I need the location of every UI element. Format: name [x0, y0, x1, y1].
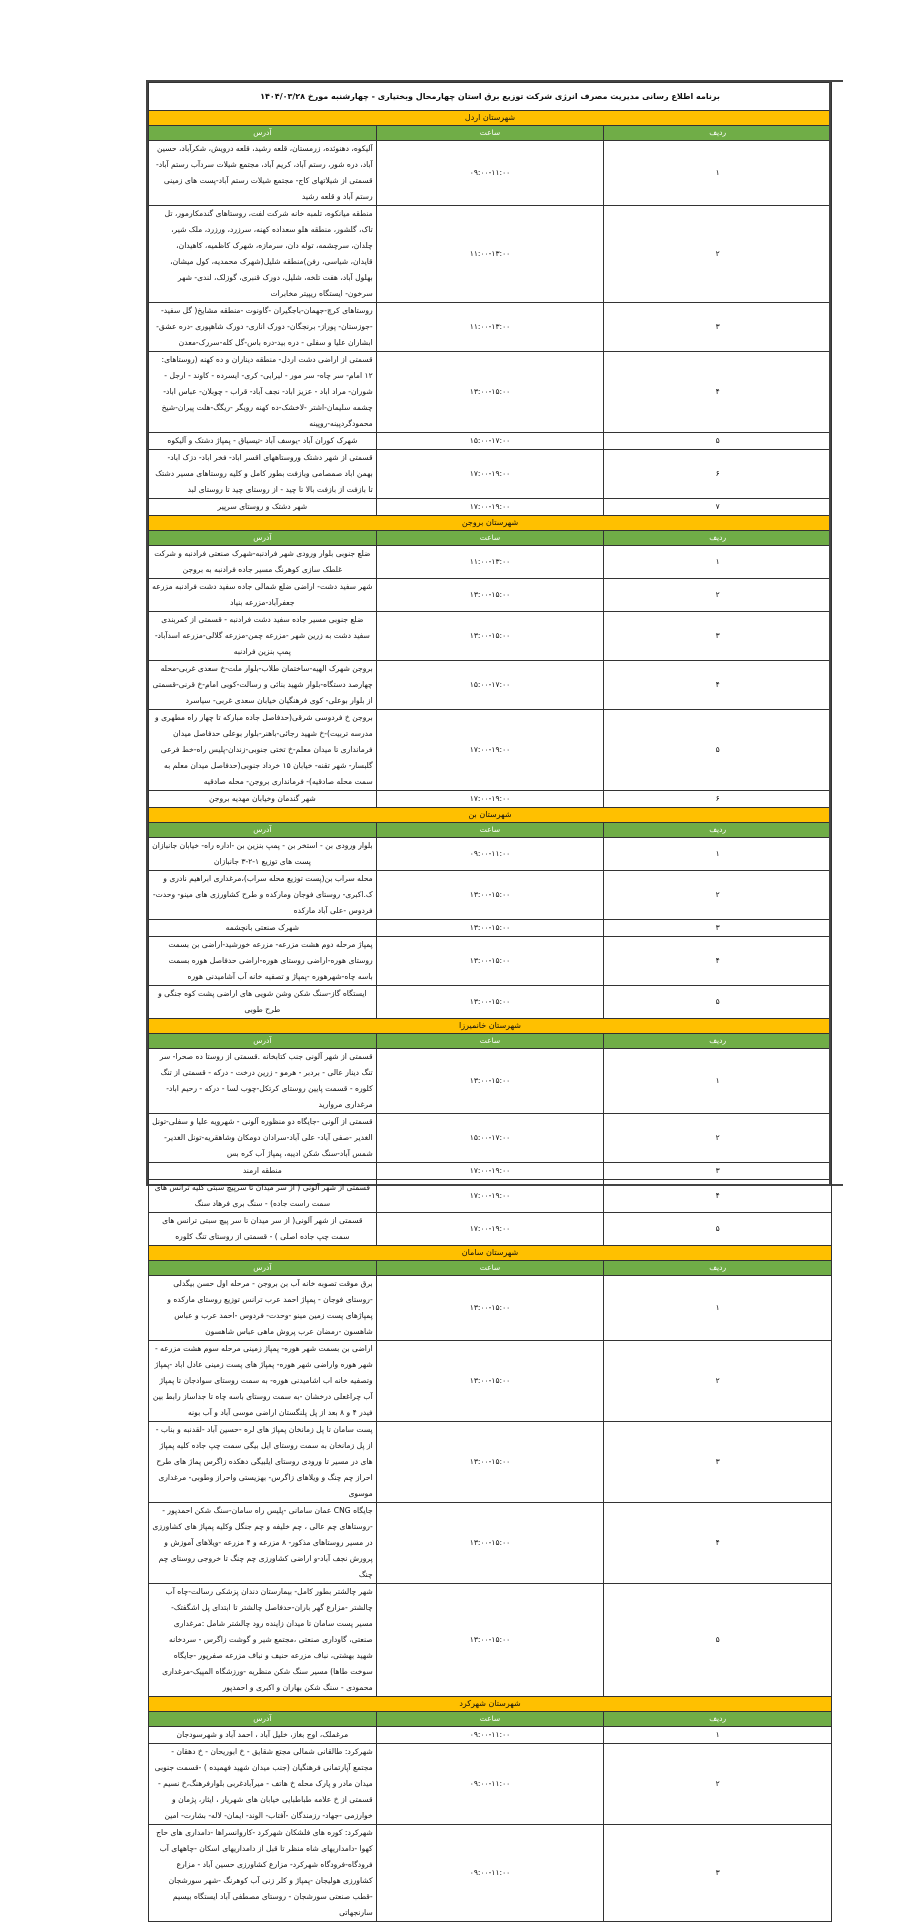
row-number: ۲: [604, 1341, 832, 1422]
table-row: [149, 1049, 832, 1114]
row-number: ۱: [604, 1049, 832, 1114]
column-header-time: ساعت: [376, 126, 604, 141]
row-number: ۵: [604, 1584, 832, 1697]
county-name: شهرستان بروجن: [149, 516, 832, 531]
row-number: ۲: [604, 1744, 832, 1825]
row-time: ۰۹:۰۰-۱۱:۰۰: [376, 1825, 604, 1922]
row-number: ۳: [604, 303, 832, 352]
row-time: ۱۷:۰۰-۱۹:۰۰: [376, 499, 604, 516]
column-header-address: آدرس: [149, 1712, 377, 1727]
column-header-time: ساعت: [376, 823, 604, 838]
row-address: مرغملک، اوج بغاز، خلیل آباد ، احمد آباد و شهرسودجان: [149, 1727, 377, 1744]
table-row: [149, 1825, 832, 1922]
table-row: [149, 937, 832, 986]
row-time: ۱۳:۰۰-۱۵:۰۰: [376, 1584, 604, 1697]
county-header-row: [149, 1246, 832, 1261]
row-address: بروجن شهرک الهیه-ساختمان طلاب-بلوار ملت-خ سعدی غربی-محله چهارصد دستگاه-بلوار شهید بنائی و رسالت-کوبی امام-خ قرنی-قسمتی از بلوار بوعلی- کوی فرهنگیان خیابان سعدی غربی- سیاسرد: [149, 661, 377, 710]
row-address: ایستگاه گاز-سنگ شکن وشن شویی های اراضی پشت کوه جنگی و طرح طوبی: [149, 986, 377, 1019]
table-row: [149, 1114, 832, 1163]
column-header-num: ردیف: [604, 126, 832, 141]
row-address: بروجن خ فردوسی شرقی(حدفاصل جاده مبارکه تا چهار راه مطهری و مدرسه تربیت)-خ شهید رجائی-باهنر-بلوار بوعلی حدفاصل میدان فرمانداری تا میدان معلم-خ تختی جنوبی-زندان-پلیس راه-خط فرعی گلبسار- شهر تقنه- خیابان ۱۵ خرداد جنوبی(حدفاصل میدان معلم به سمت محله صادقیه)- فرمانداری بروجن- محله صادقیه: [149, 710, 377, 791]
row-time: ۱۳:۰۰-۱۵:۰۰: [376, 579, 604, 612]
column-header-num: ردیف: [604, 531, 832, 546]
row-time: ۱۳:۰۰-۱۵:۰۰: [376, 352, 604, 433]
row-number: ۶: [604, 450, 832, 499]
column-header-address: آدرس: [149, 531, 377, 546]
row-address: اراضی بن بسمت شهر هوره- پمپاژ زمینی مرحله سوم هشت مزرعه - شهر هوره واراضی شهر هوره- پمپاژ های پست زمینی عادل اباد -پمپاژ وتصفیه خانه اب اشامیدنی هوره- به سمت روستای سوادجان تا پمپاژ آب چراغعلی درخشان -به سمت روستای باسه چاه تا جداساز رابط بین فیدر ۴ و ۸ بعد از پل پلنگستان اراضی موسی آباد و آب بونه: [149, 1341, 377, 1422]
table-row: [149, 1584, 832, 1697]
county-header-row: [149, 516, 832, 531]
row-address: بلوار ورودی بن - استخر بن - پمپ بنزین بن -اداره راه- خیابان جانبازان پست های توزیع ۱-۲-۳ جانبازان: [149, 838, 377, 871]
column-header-time: ساعت: [376, 531, 604, 546]
row-time: ۱۷:۰۰-۱۹:۰۰: [376, 1213, 604, 1246]
row-address: شهرکرد: کوره های فلشکان شهرکرد -کاروانسراها -دامداری های حاج کهوا -دامداریهای شاه منظر تا قبل از دامداریهای اسکان -چاههای آب فرودگاه-فرودگاه شهرکرد- مزارع کشاورزی حسین آباد - مزارع کشاورزی هولیجان -پمپاژ و کلر زنی آب کوهرنگ -شهر سورشجان -قطب صنعتی سورشجان - روستای مصطفی آباد ایستگاه بیسیم سارنجهاتی: [149, 1825, 377, 1922]
document-title: برنامه اطلاع رسانی مدیریت مصرف انرژی شرکت توزیع برق استان چهارمحال وبختیاری - چهارشنبه مورخ ۱۴۰۴/۰۳/۲۸: [149, 83, 832, 111]
row-time: ۱۷:۰۰-۱۹:۰۰: [376, 1180, 604, 1213]
column-header-row: [149, 1712, 832, 1727]
row-address: شهر دشتک و روستای سرپیر: [149, 499, 377, 516]
table-row: [149, 871, 832, 920]
table-row: [149, 450, 832, 499]
column-header-row: [149, 1261, 832, 1276]
column-header-time: ساعت: [376, 1712, 604, 1727]
county-header-row: [149, 808, 832, 823]
table-row: [149, 1727, 832, 1744]
table-row: [149, 791, 832, 808]
row-time: ۱۱:۰۰-۱۳:۰۰: [376, 206, 604, 303]
row-address: قسمتی از شهر آلونی ( از سر میدان تا سرپیچ سبتی کلیه ترانس های سمت راست جاده) - سنگ بری فرهاد سنگ: [149, 1180, 377, 1213]
row-number: ۱: [604, 546, 832, 579]
row-address: منطقه میانکوه، تلمبه خانه شرکت لفت، روستاهای گندمکارمور، تل تاک، گلشور، منطقه هلو سعداده کهنه، سرزرد، ورزرد، ملک شیر، چلدان، سرچشمه، توله دان، سرمازه، شهرک کاظمیه، کاهیدان، قایدان، شیاسی، رفن)منطقه شلیل(شهرک محمدیه، کول میشان، بهلول آباد، هفت تلخه، شلیل، دورک قنبری، گوزلک، لندی- شهر سرخون- ایستگاه ریپیتر مخابرات: [149, 206, 377, 303]
row-number: ۴: [604, 1180, 832, 1213]
county-name: شهرستان خانمیرزا: [149, 1019, 832, 1034]
row-address: منطقه ارمند: [149, 1163, 377, 1180]
row-address: جایگاه CNG عمان سامانی -پلیس راه سامان-سنگ شکن احمدپور - -روستاهای چم عالی ، چم خلیفه و چم جنگل وکلیه پمپاژ های کشاورزی در مسیر روستاهای مذکور- ۸ مزرعه و ۴ مزرعه -ویلاهای آموزش و پرورش نجف آباد-و اراضی کشاورزی چم چنگ تا خروجی روستای چم چنگ: [149, 1503, 377, 1584]
county-header-row: [149, 1019, 832, 1034]
row-number: ۵: [604, 710, 832, 791]
row-number: ۳: [604, 1163, 832, 1180]
table-row: [149, 1422, 832, 1503]
table-row: [149, 546, 832, 579]
table-row: [149, 433, 832, 450]
column-header-num: ردیف: [604, 1034, 832, 1049]
row-number: ۶: [604, 791, 832, 808]
table-row: [149, 1180, 832, 1213]
table-row: [149, 920, 832, 937]
column-header-num: ردیف: [604, 1712, 832, 1727]
table-row: [149, 141, 832, 206]
row-number: ۳: [604, 1825, 832, 1922]
row-time: ۱۳:۰۰-۱۵:۰۰: [376, 937, 604, 986]
table-row: [149, 838, 832, 871]
county-name: شهرستان بن: [149, 808, 832, 823]
county-header-row: [149, 111, 832, 126]
row-time: ۱۳:۰۰-۱۵:۰۰: [376, 1049, 604, 1114]
row-address: پمپاژ مرحله دوم هشت مزرعه- مزرعه خورشید-اراضی بن بسمت روستای هوره-اراضی روستای هوره-اراضی حدفاصل هوره بسمت باسه چاه-شهرهوره -پمپاژ و تصفیه خانه آب آشامیدنی هوره: [149, 937, 377, 986]
row-address: محله سراب بن(پست توزیع محله سراب)،مرغداری ابراهیم نادری و ک.اکبری- روستای فوجان ومارکده و طرح کشاورزی های مینو- وحدت- فردوس -علی آباد مارکده: [149, 871, 377, 920]
row-time: ۱۳:۰۰-۱۵:۰۰: [376, 1341, 604, 1422]
county-header-row: [149, 1697, 832, 1712]
column-header-row: [149, 1034, 832, 1049]
row-number: ۳: [604, 920, 832, 937]
row-time: ۱۵:۰۰-۱۷:۰۰: [376, 1114, 604, 1163]
row-time: ۱۳:۰۰-۱۵:۰۰: [376, 1422, 604, 1503]
row-number: ۱: [604, 1727, 832, 1744]
row-number: ۲: [604, 579, 832, 612]
column-header-address: آدرس: [149, 126, 377, 141]
column-header-row: [149, 126, 832, 141]
row-number: ۵: [604, 986, 832, 1019]
table-row: [149, 206, 832, 303]
table-row: [149, 710, 832, 791]
row-number: ۱: [604, 838, 832, 871]
row-address: ضلع جنوبی مسیر جاده سفید دشت فرادنبه - قسمتی از کمربندی سفید دشت به زرین شهر -مزرعه چمن-مزرعه گلالی-مزرعه اسدآباد-پمپ بنزین فرادنبه: [149, 612, 377, 661]
row-number: ۱: [604, 141, 832, 206]
row-number: ۴: [604, 352, 832, 433]
row-address: آلیکوه، دهنوئده، زرمستان، قلعه رشید، قلعه درویش، شکرآباد، حسین آباد، دره شور، رستم آباد، کریم آباد، مجتمع شیلات سردآب رستم آباد-قسمتی از شیلاتهای کاج- مجتمع شیلات رستم آباد-پست های زمینی رستم آباد و قلعه رشید: [149, 141, 377, 206]
row-address: شهرک صنعتی بانچشمه: [149, 920, 377, 937]
table-row: [149, 499, 832, 516]
table-row: [149, 1503, 832, 1584]
row-time: ۱۷:۰۰-۱۹:۰۰: [376, 1163, 604, 1180]
outage-schedule-table: [148, 82, 832, 1922]
row-address: ضلع جنوبی بلوار ورودی شهر فرادنبه-شهرک صنعتی فرادنبه و شرکت غلطک سازی کوهرنگ مسیر جاده فرادنبه به بروجن: [149, 546, 377, 579]
row-time: ۰۹:۰۰-۱۱:۰۰: [376, 1744, 604, 1825]
row-number: ۲: [604, 206, 832, 303]
table-row: [149, 612, 832, 661]
row-time: ۱۵:۰۰-۱۷:۰۰: [376, 433, 604, 450]
row-number: ۵: [604, 433, 832, 450]
row-address: پست سامان تا پل زمانخان پمپاژ های لره -حسین آباد -لقدنبه و بناب - از پل زمانخان به سمت روستای ایل بیگی سمت چپ جاده کلیه پمپاژ های در مسیر تا ورودی روستای ایلبیگی دهکده زاگرس پماژ های طرح احراز چم چنگ و ویلاهای زاگرس- بهزیستی واحراز وطوبی- مرغداری موسوی: [149, 1422, 377, 1503]
row-time: ۱۳:۰۰-۱۵:۰۰: [376, 612, 604, 661]
row-time: ۱۳:۰۰-۱۵:۰۰: [376, 920, 604, 937]
row-number: ۴: [604, 661, 832, 710]
table-row: [149, 1744, 832, 1825]
county-name: شهرستان سامان: [149, 1246, 832, 1261]
page-border-right: [829, 80, 831, 1186]
row-time: ۱۳:۰۰-۱۵:۰۰: [376, 986, 604, 1019]
row-address: قسمتی از شهر آلونی( از سر میدان تا سر پیچ سبتی ترانس های سمت چپ جاده اصلی ) - قسمتی از روستای تنگ کلوره: [149, 1213, 377, 1246]
table-row: [149, 1213, 832, 1246]
row-number: ۴: [604, 937, 832, 986]
column-header-row: [149, 531, 832, 546]
row-number: ۲: [604, 871, 832, 920]
row-time: ۱۷:۰۰-۱۹:۰۰: [376, 710, 604, 791]
row-number: ۱: [604, 1276, 832, 1341]
county-name: شهرستان شهرکرد: [149, 1697, 832, 1712]
row-time: ۱۳:۰۰-۱۵:۰۰: [376, 871, 604, 920]
row-number: ۵: [604, 1213, 832, 1246]
table-row: [149, 1163, 832, 1180]
row-number: ۷: [604, 499, 832, 516]
row-address: قسمتی از شهر دشتک وروستاههای اقسر اباد- فخر اباد- دزک اباد- بهمن اباد صمصامی وبازفت بطور کامل و کلیه روستاهای مسیر دشتک تا بازفت از بازفت بالا تا چید - از روستای چید تا روستای لبد: [149, 450, 377, 499]
row-address: شهر چالشتر بطور کامل- بیمارستان دندان پزشکی رسالت-چاه آب چالشتر -مزارع گهر باران-حدفاصل چالشتر تا ابتدای پل اشگفتک- مسیر پست سامان تا میدان زاینده رود چالشتر شامل :مرغداری صنعتی، گاوداری صنعتی ،مجتمع شیر و گوشت زاگرس - سردخانه شهید بهشتی، نباف مزرعه حنیف و نباف مزرعه صفرپور -جایگاه سوخت طاها) مسیر سنگ شکن منظریه -ورزشگاه المپیک-مرغداری محمودی - سنگ شکن بهاران و اکبری و احمدپور: [149, 1584, 377, 1697]
county-name: شهرستان اردل: [149, 111, 832, 126]
row-address: برق موقت تصوبه خانه آب بن بروجن - مرحله اول حسن بیگدلی -روستای فوجان - پمپاژ احمد عرب ترانس توزیع روستای مارکده و پمپاژهای پست زمین مینو -وحدت- فردوس -احمد عرب و عباس شاهسون -رمضان عرب پروش ماهی عباس شاهسون: [149, 1276, 377, 1341]
table-row: [149, 661, 832, 710]
title-row: [149, 83, 832, 111]
document-page: [146, 80, 843, 1917]
row-number: ۲: [604, 1114, 832, 1163]
row-time: ۱۳:۰۰-۱۵:۰۰: [376, 1276, 604, 1341]
row-address: شهر سفید دشت- اراضی ضلع شمالی جاده سفید دشت فرادنبه مزرعه جعفرآباد-مزرعه بنیاد: [149, 579, 377, 612]
row-time: ۱۳:۰۰-۱۵:۰۰: [376, 1503, 604, 1584]
row-address: قسمتی از اراضی دشت اردل- منطقه دیناران و ده کهنه (روستاهای: ۱۲ امام- سر چاه- سر مور - لیرابی- کری- ایسرده - کاوند - ارجل - شوران- مراد اباد - عزیز اباد- نجف آباد- قراب - چوبلان- عباس اباد- چشمه سلیمان-اشتر -لاخشک-ده کهنه رویگر -ریگگ-هلت پیران-شیخ محمودگردپینه-روپینه: [149, 352, 377, 433]
table-row: [149, 986, 832, 1019]
row-time: ۱۷:۰۰-۱۹:۰۰: [376, 450, 604, 499]
column-header-address: آدرس: [149, 1034, 377, 1049]
column-header-address: آدرس: [149, 1261, 377, 1276]
table-row: [149, 579, 832, 612]
row-number: ۳: [604, 1422, 832, 1503]
row-time: ۰۹:۰۰-۱۱:۰۰: [376, 1727, 604, 1744]
row-time: ۱۱:۰۰-۱۳:۰۰: [376, 546, 604, 579]
row-address: قسمتی از شهر آلونی جنب کتابخانه .قسمتی از روستا ده صحرا- سر تنگ دینار عالی - بردبر - هرمو - زرین درخت - درکه - قسمتی از تنگ کلوره - قسمت پایین روستای کرتکل-چوب لسا - درکه - رحیم اباد-مرغداری مروارید: [149, 1049, 377, 1114]
row-number: ۴: [604, 1503, 832, 1584]
table-row: [149, 303, 832, 352]
column-header-num: ردیف: [604, 1261, 832, 1276]
row-address: شهرکرد: طالقانی شمالی مجتع شقایق - خ ابوریحان - خ دهقان - مجتمع آپارتمانی فرهنگیان (جنب میدان شهید فهمیده ) -قسمت جنوبی میدان مادر و پارک محله خ هاتف - میرآبادغربی بلوارفرهنگ،خ نسیم - قسمتی از خ علامه طباطبایی خیابان های شهریار ، ایثار، پژمان و خوارزمی -جهاد- رزمندگان -آفتاب- الوند- ایمان- لاله- بشارت- امین: [149, 1744, 377, 1825]
column-header-time: ساعت: [376, 1261, 604, 1276]
column-header-num: ردیف: [604, 823, 832, 838]
row-time: ۰۹:۰۰-۱۱:۰۰: [376, 838, 604, 871]
row-time: ۱۵:۰۰-۱۷:۰۰: [376, 661, 604, 710]
column-header-address: آدرس: [149, 823, 377, 838]
column-header-row: [149, 823, 832, 838]
row-address: شهرک کوران آباد -یوسف آباد -تیسیاق - پمپاژ دشتک و آلیکوه: [149, 433, 377, 450]
row-time: ۰۹:۰۰-۱۱:۰۰: [376, 141, 604, 206]
table-row: [149, 1341, 832, 1422]
row-time: ۱۷:۰۰-۱۹:۰۰: [376, 791, 604, 808]
row-time: ۱۱:۰۰-۱۳:۰۰: [376, 303, 604, 352]
row-address: روستاهای کرچ-جهمان-باجگیران -گاونوت -منطقه مشایخ( گل سفید- -جوزستان- پوراز- برنجگان- دورک اناری- دورک شاهپوری -دره عشق- ابشاران علیا و سفلی - دره بید-دره باس-گل کله-سررک-معدن: [149, 303, 377, 352]
row-number: ۳: [604, 612, 832, 661]
row-address: قسمتی از آلونی -جایگاه دو منظوره آلونی - شهرویه علیا و سفلی-تونل الغدیر -صفی آباد- علی آباد-سرادان دومکان وشاهقریه-تونل الغدیر-شمس آباد-سنگ شکن ادیبه، پمپاژ آب کره بس: [149, 1114, 377, 1163]
column-header-time: ساعت: [376, 1034, 604, 1049]
row-address: شهر گندمان وخیابان مهدیه بروجن: [149, 791, 377, 808]
table-row: [149, 1276, 832, 1341]
table-row: [149, 352, 832, 433]
